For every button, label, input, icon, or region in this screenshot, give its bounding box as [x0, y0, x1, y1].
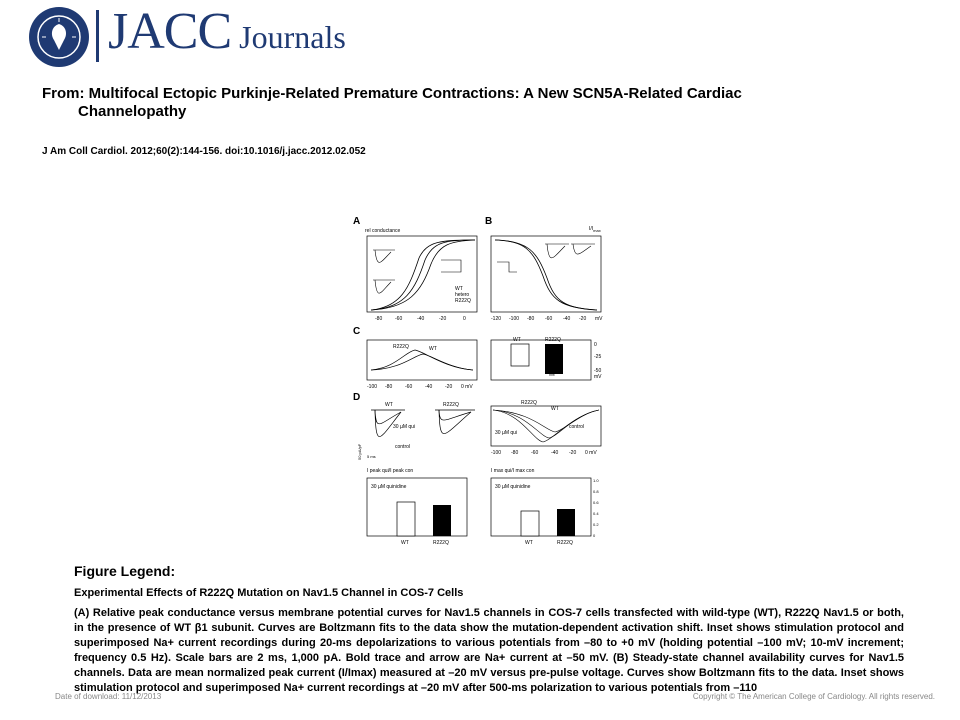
panel-d-ytick: 1.0 [593, 478, 599, 483]
panel-d-right-label-control: control [569, 424, 585, 430]
panel-c-x-ticks [367, 384, 473, 390]
panel-d-bar-right-wt [521, 511, 539, 536]
panel-c-xtick: -40 [425, 384, 433, 390]
panel-c-bar-label-r222q: R222Q [545, 337, 561, 343]
panel-b-ylabel [589, 226, 601, 233]
panel-b-inset-traces [497, 244, 595, 272]
panel-d-right-label-wt: WT [551, 406, 559, 412]
panel-d-y-ticks [593, 478, 599, 538]
panel-c-ytick: -25 [594, 354, 602, 360]
journal-header [0, 0, 960, 75]
panel-b-ylabel-sub: max [593, 228, 601, 233]
panel-d-xtick: -40 [551, 450, 559, 456]
footer-copyright: Copyright © The American College of Cardiology. All rights reserved. [692, 692, 935, 701]
panel-c-significance: *** [549, 374, 555, 380]
panel-d-xtick: -80 [511, 450, 519, 456]
panel-d-bar-right-r222q [557, 509, 575, 536]
panel-d-quinidine-left: 30 µM quinidine [371, 484, 407, 490]
panel-d-bar-left-ylabel: I peak qui/I peak con [367, 468, 414, 474]
panel-b-xunit: mV [595, 316, 603, 322]
panel-b-xtick: -100 [509, 316, 520, 322]
panel-d-xtick: 0 mV [585, 450, 597, 456]
panel-d-right-label-r222q: R222Q [521, 400, 537, 406]
panel-d-drug-label: 30 µM qui [393, 424, 416, 430]
panel-d-control-label: control [395, 444, 411, 450]
panel-a-xtick: -80 [375, 316, 383, 322]
figure-svg [345, 210, 615, 550]
panel-a-xtick: 0 [463, 316, 466, 322]
panel-c-bar-r222q [545, 344, 563, 374]
panel-a-legend [455, 286, 471, 304]
panel-a-xtick: -40 [417, 316, 425, 322]
panel-c-xtick: -80 [385, 384, 393, 390]
legend-heading: Figure Legend: [74, 563, 176, 579]
logo-jacc: JACC [108, 3, 232, 60]
citation: J Am Coll Cardiol. 2012;60(2):144-156. doi:10.1016/j.jacc.2012.02.052 [42, 146, 366, 157]
panel-c-left-frame [367, 340, 477, 380]
panel-d-bar-right-label-wt: WT [525, 540, 533, 546]
panel-d-ytick: 0.4 [593, 511, 599, 516]
panel-c-bar-label-wt: WT [513, 337, 521, 343]
panel-d-bar-right-ylabel: I max qui/I max con [491, 468, 535, 474]
logo-divider [96, 10, 99, 62]
acc-seal-logo [28, 6, 90, 68]
panel-a-xtick: -60 [395, 316, 403, 322]
figure-legend [74, 563, 904, 696]
panel-d-xtick: -100 [491, 450, 502, 456]
panel-c-ytick: -50 [594, 368, 602, 374]
legend-title: Experimental Effects of R222Q Mutation on Nav1.5 Channel in COS-7 Cells [74, 587, 464, 599]
panel-a-xtick: -20 [439, 316, 447, 322]
logo-journals: Journals [239, 19, 346, 55]
panel-b-xtick: -60 [545, 316, 553, 322]
panel-c-ytick: mV [594, 374, 602, 380]
figure-image [345, 210, 615, 550]
panel-d-ytick: 0.8 [593, 489, 599, 494]
panel-a-inset-traces [373, 250, 461, 293]
panel-b-frame [491, 236, 601, 312]
panel-d-left-traces [371, 410, 475, 437]
panel-d-trace-label-wt: WT [385, 402, 393, 408]
panel-d-bar-left-label-r222q: R222Q [433, 540, 449, 546]
panel-b-xtick: -20 [579, 316, 587, 322]
panel-c-xtick: -100 [367, 384, 378, 390]
panel-c-label: C [353, 326, 361, 337]
panel-d-xtick: -60 [531, 450, 539, 456]
panel-d-label: D [353, 392, 361, 403]
panel-c-bar-wt [511, 344, 529, 366]
footer-date: Date of download: 11/12/2013 [55, 692, 162, 701]
panel-c-ytick: 0 [594, 342, 597, 348]
article-title-line2: Channelopathy [78, 103, 187, 120]
panel-c-curve-label-wt: WT [429, 346, 437, 352]
panel-d-ytick: 0 [593, 533, 596, 538]
panel-d-ytick: 0.2 [593, 522, 599, 527]
panel-d-ytick: 0.6 [593, 500, 599, 505]
panel-d-right-label-drug: 30 µM qui [495, 430, 518, 436]
panel-a-x-ticks [375, 316, 466, 322]
panel-d-bar-right-label-r222q: R222Q [557, 540, 573, 546]
panel-b-xtick: -120 [491, 316, 502, 322]
panel-d-x-ticks [491, 450, 597, 456]
panel-c-xtick: -60 [405, 384, 413, 390]
panel-b-xtick: -40 [563, 316, 571, 322]
legend-body: (A) Relative peak conductance versus membrane potential curves for Nav1.5 channels in COS-7 cells transfected with wild-type (WT), R222Q Nav1.5 or both, in the presence of WT β1 subunit. Curves are Boltzmann fits to the data show the mutation-dependent activation shift. Inset shows stimulation protocol and superimposed Na+ current recordings during 20-ms depolarizations to various potentials from –80 to +0 mV (holding potential –100 mV; 10-mV increment; frequency 0.5 Hz). Scale bars are 2 ms, 1,000 pA. Bold trace and arrow are Na+ current at –50 mV. (B) Steady-state channel availability curves for Nav1.5 channels. Data are mean normalized peak current (I/Imax) measured at –20 mV versus pre-pulse voltage. Curves show Boltzmann fits to the data. Inset shows stimulation protocol and superimposed Na+ current recordings at –20 mV after 500-ms polarization to various potentials from –110 [74, 607, 904, 694]
panel-d-xtick: -20 [569, 450, 577, 456]
panel-c-xtick: 0 mV [461, 384, 473, 390]
panel-d-right-frame [491, 406, 601, 446]
article-title [42, 85, 902, 121]
panel-a-legend-r222q: R222Q [455, 298, 471, 304]
panel-c-curve-label-r222q: R222Q [393, 344, 409, 350]
panel-d-bar-left-wt [397, 502, 415, 536]
panel-b-curve-r222q [495, 240, 597, 310]
panel-d-trace-label-r222q: R222Q [443, 402, 459, 408]
panel-b-xtick: -80 [527, 316, 535, 322]
panel-c-xtick: -20 [445, 384, 453, 390]
jacc-journals-logo[interactable] [108, 2, 346, 61]
panel-d-right-labels [495, 400, 584, 436]
article-title-line1: From: Multifocal Ectopic Purkinje-Related Premature Contractions: A New SCN5A-Related Cardiac [42, 85, 742, 102]
panel-c-right-frame [491, 340, 591, 380]
panel-d-bar-left-r222q [433, 505, 451, 536]
panel-d-scale-y: 50 pA/pF [357, 443, 362, 460]
panel-b-ylabel-main: I/I [589, 226, 594, 232]
panel-c-y-ticks [594, 342, 602, 380]
panel-d-scale-x: 5 ms [367, 454, 376, 459]
panel-b-label: B [485, 216, 493, 227]
panel-a-legend-hetero: hetero [455, 292, 470, 298]
panel-a-label: A [353, 216, 361, 227]
panel-a-legend-wt: WT [455, 286, 463, 292]
panel-b-x-ticks [491, 316, 603, 322]
panel-a-ylabel: rel conductance [365, 228, 401, 234]
panel-d-bar-left-label-wt: WT [401, 540, 409, 546]
panel-d-quinidine-right: 30 µM quinidine [495, 484, 531, 490]
